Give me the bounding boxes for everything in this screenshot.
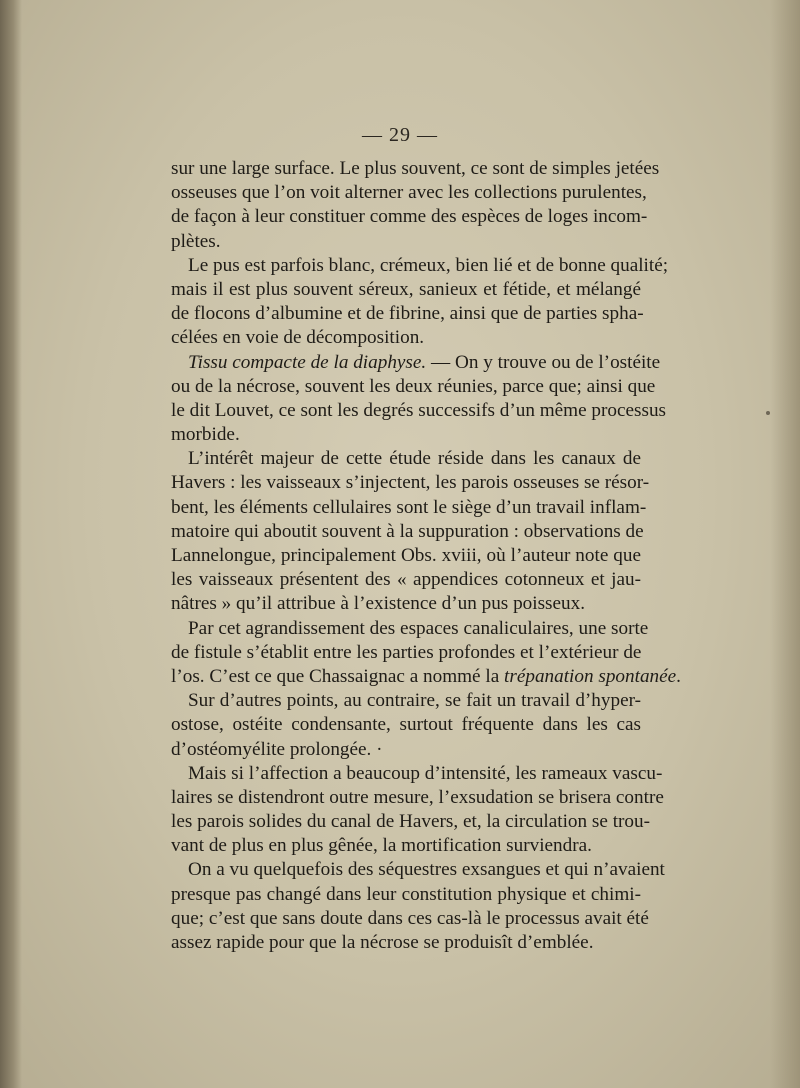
line-text: d’ostéomyélite prolongée. · — [171, 738, 383, 760]
text-line — [171, 641, 641, 665]
line-text-tail: . — [676, 665, 681, 687]
page-edge-shadow — [770, 0, 800, 1088]
line-text: l’os. C’est ce que Chassaignac a nommé la — [171, 665, 505, 687]
line-text: plètes. — [171, 230, 221, 252]
text-line — [171, 471, 650, 495]
text-line — [171, 278, 641, 302]
line-text: On a vu quelquefois des séquestres exsangues et qui n’avaient — [188, 859, 665, 881]
line-text: nâtres » qu’il attribue à l’existence d’un pus poisseux. — [171, 593, 586, 615]
text-line — [171, 762, 663, 786]
text-line — [171, 520, 644, 544]
text-line — [171, 447, 641, 471]
text-line — [171, 544, 641, 568]
line-text: bent, les éléments cellulaires sont le siège d’un travail inflam- — [171, 496, 647, 518]
paper-speck — [766, 411, 770, 415]
text-line — [171, 858, 665, 882]
text-line — [171, 883, 641, 907]
line-text: vant de plus en plus gênée, la mortification surviendra. — [171, 835, 592, 857]
line-text: les vaisseaux présentent des « appendices cotonneux et jau- — [171, 569, 641, 591]
text-line — [171, 423, 641, 447]
text-line — [171, 592, 641, 616]
text-line — [171, 713, 641, 737]
italic-heading: Tissu compacte de la diaphyse. — [188, 351, 427, 373]
line-text: célées en voie de décomposition. — [171, 327, 425, 349]
text-line — [171, 230, 641, 254]
line-text: presque pas changé dans leur constitution physique et chimi- — [171, 883, 641, 905]
text-line — [171, 205, 648, 229]
line-text: Sur d’autres points, au contraire, se fait un travail d’hyper- — [188, 690, 641, 712]
text-line — [171, 810, 650, 834]
line-text: ostose, ostéite condensante, surtout fréquente dans les cas — [171, 714, 641, 736]
book-spine-shadow — [0, 0, 22, 1088]
text-line — [171, 689, 641, 713]
line-text: les parois solides du canal de Havers, et, la circulation se trou- — [171, 811, 650, 833]
text-line — [171, 496, 647, 520]
line-text: que; c’est que sans doute dans ces cas-là le processus avait été — [171, 907, 649, 929]
text-line — [171, 351, 661, 375]
line-text: de façon à leur constituer comme des espèces de loges incom- — [171, 206, 648, 228]
text-line — [171, 665, 681, 689]
text-line — [171, 931, 641, 955]
line-text: assez rapide pour que la nécrose se produisît d’emblée. — [171, 932, 594, 953]
line-text: sur une large surface. Le plus souvent, ce sont de simples jetées — [171, 158, 660, 179]
line-text: morbide. — [171, 424, 240, 446]
text-line — [171, 254, 669, 278]
text-line — [171, 907, 649, 931]
line-text: — On y trouve ou de l’ostéite — [426, 351, 661, 373]
line-text: ou de la nécrose, souvent les deux réunies, parce que; ainsi que — [171, 375, 656, 397]
line-text: Le pus est parfois blanc, crémeux, bien lié et de bonne qualité; — [188, 254, 669, 276]
line-text: mais il est plus souvent séreux, sanieux et fétide, et mélangé — [171, 278, 641, 300]
body-text — [171, 157, 681, 955]
line-text: Lannelongue, principalement Obs. xviii, où l’auteur note que — [171, 545, 641, 566]
text-line — [171, 786, 664, 810]
line-text: Par cet agrandissement des espaces canaliculaires, une sorte — [188, 617, 649, 639]
text-line — [171, 302, 644, 326]
text-line — [171, 157, 660, 181]
page-number: — 29 — — [362, 124, 438, 146]
line-text: de flocons d’albumine et de fibrine, ainsi que de parties spha- — [171, 303, 644, 325]
text-line — [171, 326, 641, 350]
line-text: Havers : les vaisseaux s’injectent, les parois osseuses se résor- — [171, 472, 650, 494]
line-text: Mais si l’affection a beaucoup d’intensité, les rameaux vascu- — [188, 762, 663, 784]
line-text: laires se distendront outre mesure, l’exsudation se brisera contre — [171, 786, 664, 808]
line-text: de fistule s’établit entre les parties profondes et l’extérieur de — [171, 641, 642, 663]
text-line — [171, 181, 647, 205]
text-line — [171, 738, 641, 762]
line-text: le dit Louvet, ce sont les degrés successifs d’un même processus — [171, 399, 667, 421]
italic-term: trépanation spontanée — [504, 665, 677, 687]
text-line — [171, 375, 656, 399]
line-text: matoire qui aboutit souvent à la suppuration : observations de — [171, 520, 644, 542]
text-line — [171, 568, 641, 592]
line-text: osseuses que l’on voit alterner avec les collections purulentes, — [171, 182, 647, 204]
text-line — [171, 399, 667, 423]
line-text: L’intérêt majeur de cette étude réside dans les canaux de — [188, 448, 641, 470]
text-line — [171, 617, 649, 641]
text-line — [171, 834, 641, 858]
